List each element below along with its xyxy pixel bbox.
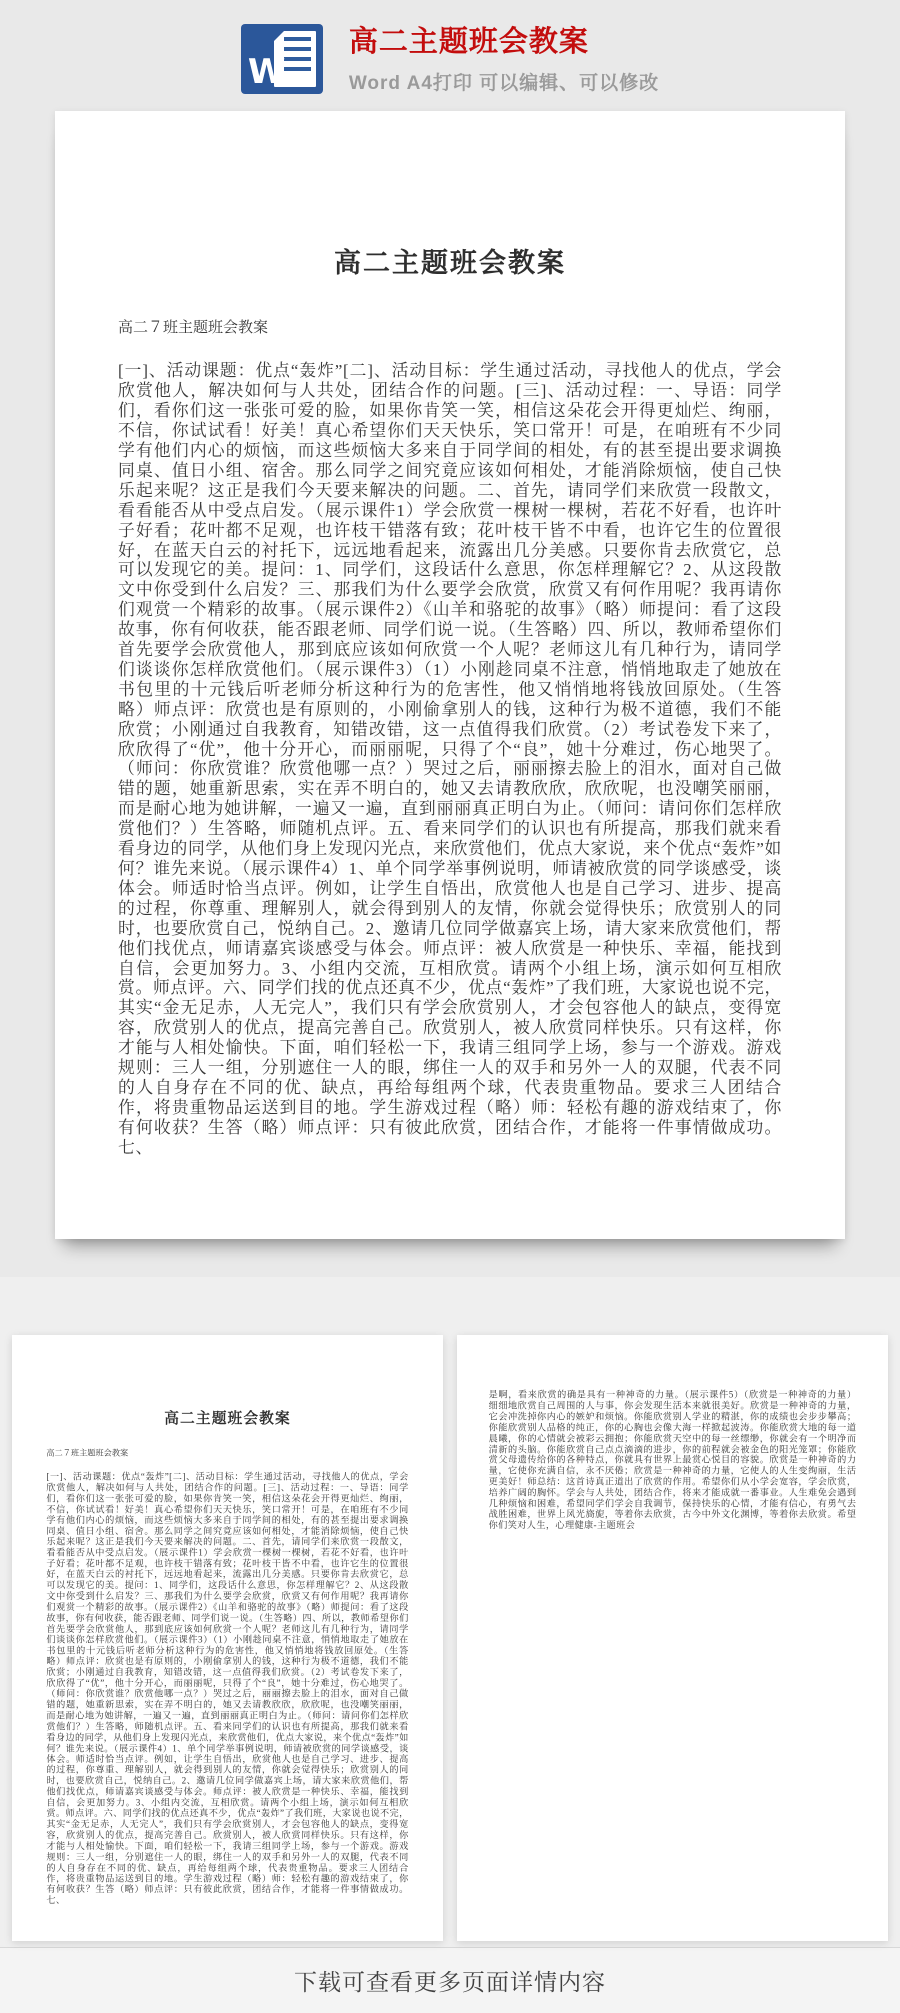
doc-page1-subheading: 高二７班主题班会教案 (118, 320, 269, 337)
document-format-info: Word A4打印 可以编辑、可以修改 (348, 73, 660, 95)
page-thumbnail-1[interactable] (12, 1335, 443, 1941)
page-thumbnail-2-content (457, 1335, 888, 1941)
more-pages-section (0, 1277, 900, 1947)
document-title: 高二主题班会教案 (348, 26, 589, 58)
thumb2-doc-body: 是啊，看来欣赏的确是具有一种神奇的力量。（展示课件5）（欣赏是一种神奇的力量）细细地欣赏自己周围的人与事，你会发现生活本来就很美好。欣赏是一种神奇的力量，它会冲洗掉你内心的嫉妒和烦恼。你能欣赏别人学业的精湛，你的成绩也会步步攀高；你能欣赏别人品格的纯正，你的心胸也会像大海一样掀起波涛。你能欣赏大地的每一道晨曦，你的心情就会被彩云拥抱；你能欣赏天空中的每一丝缥缈，你就会有一个明净而清新的头脑。你能欣赏自己点点滴滴的进步，你的前程就会被金色的阳光笼罩；你能欣赏父母遗传给你的各种特点，你就具有世界上最赏心悦目的容貌。欣赏是一种神奇的力量，它使你充满自信，永不厌倦；欣赏是一种神奇的力量，它使人的人生变绚丽，生活更美好！师总结：这首诗真正道出了欣赏的作用。希望你们从小学会宽容，学会欣赏，培养广阔的胸怀。学会与人共处，团结合作，将来才能成就一番事业。人生难免会遇到几种烦恼和困难，希望同学们学会自我调节，保持快乐的心情，才能有信心，有勇气去战胜困难，世界上风光旖旎，等着你去欣赏，古今中外文化渊博，等着你去欣赏。希望你们笑对人生，心理健康-主题班会 (488, 1389, 857, 1531)
doc-page1-title: 高二主题班会教案 (334, 248, 566, 279)
header-text (349, 24, 659, 95)
footer-notice: 下载可查看更多页面详情内容 (294, 1969, 606, 1996)
page-thumbnail-2[interactable] (457, 1335, 888, 1941)
header (0, 0, 900, 105)
word-icon-stripe (284, 37, 311, 41)
word-icon-page-fold (274, 31, 284, 41)
doc-page1-body: [一]、活动课题：优点“轰炸”[二]、活动目标：学生通过活动，寻找他人的优点，学会欣赏他人，解决如何与人共处，团结合作的问题。[三]、活动过程：一、导语：同学们，看你们这一张张可爱的脸，如果你肯笑一笑，相信这朵花会开得更灿烂、绚丽，不信，你试试看！好美！真心希望你们天天快乐，笑口常开！可是，在咱班有不少同学有他们内心的烦恼，而这些烦恼大多来自于同学间的相处，有的甚至提出要求调换同桌、值日小组、宿舍。那么同学之间究竟应该如何相处，才能消除烦恼，使自己快乐起来呢？这正是我们今天要来解决的问题。二、首先，请同学们来欣赏一段散文，看看能否从中受点启发。（展示课件1）学会欣赏一棵树一棵树，若花不好看，也许叶子好看；花叶都不足观，也许枝干错落有致；花叶枝干皆不中看，也许它生的位置很好，在蓝天白云的衬托下，远远地看起来，流露出几分美感。只要你肯去欣赏它，总可以发现它的美。提问：1、同学们，这段话什么意思，你怎样理解它？2、从这段散文中你受到什么启发？三、那我们为什么要学会欣赏，欣赏又有何作用呢？我再请你们观赏一个精彩的故事。（展示课件2）《山羊和骆驼的故事》（略）师提问：看了这段故事，你有何收获，能否跟老师、同学们说一说。（生答略）四、所以，教师希望你们首先要学会欣赏他人，那到底应该如何欣赏一个人呢？老师这儿有几种行为，请同学们谈谈你怎样欣赏他们。（展示课件3）（1）小刚趁同桌不注意，悄悄地取走了她放在书包里的十元钱后听老师分析这种行为的危害性，他又悄悄地将钱放回原处。（生答略）师点评：欣赏也是有原则的，小刚偷拿别人的钱，这种行为极不道德，我们不能欣赏；小刚通过自我教育，知错改错，这一点值得我们欣赏。（2）考试卷发下来了，欣欣得了“优”，他十分开心，而丽丽呢，只得了个“良”，她十分难过，伤心地哭了。（师问：你欣赏谁？欣赏他哪一点？）哭过之后，丽丽擦去脸上的泪水，面对自己做错的题，她重新思索，实在弄不明白的，她又去请教欣欣，欣欣呢，也没嘲笑丽丽，而是耐心地为她讲解，一遍又一遍，直到丽丽真正明白为止。（师问：请问你们怎样欣赏他们？）生答略，师随机点评。五、看来同学们的认识也有所提高，那我们就来看看身边的同学，从他们身上发现闪光点，来欣赏他们，优点大家说，来个优点“轰炸”如何？谁先来说。（展示课件4）1、单个同学举事例说明，师请被欣赏的同学谈感受，谈体会。师适时恰当点评。例如，让学生自悟出，欣赏他人也是自己学习、进步、提高的过程，你尊重、理解别人，就会得到别人的友情，你就会觉得快乐；欣赏别人的同时，也要欣赏自己，悦纳自己。2、邀请几位同学做嘉宾上场，请大家来欣赏他们，帮他们找优点，师请嘉宾谈感受与体会。师点评：被人欣赏是一种快乐、幸福，能找到自信，会更加努力。3、小组内交流，互相欣赏。请两个小组上场，演示如何互相欣赏。师点评。六、同学们找的优点还真不少，优点“轰炸”了我们班，大家说也说不完，其实“金无足赤，人无完人”，我们只有学会欣赏别人，才会包容他人的缺点，变得宽容，欣赏别人的优点，提高完善自己。欣赏别人，被人欣赏同样快乐。只有这样，你才能与人相处愉快。下面，咱们轻松一下，我请三组同学上场，参与一个游戏。游戏规则：三人一组，分别遮住一人的眼，绑住一人的双手和另外一人的双腿，代表不同的人自身存在不同的优、缺点，再给每组两个球，代表贵重物品。要求三人团结合作，将贵重物品运送到目的地。学生游戏过程（略）师：轻松有趣的游戏结束了，你有何收获？生答（略）师点评：只有彼此欣赏，团结合作，才能将一件事情做成功。七、 (118, 361, 782, 1157)
thumb1-doc-title: 高二主题班会教案 (164, 1410, 291, 1427)
word-icon-stripe (284, 57, 311, 61)
thumb1-doc-subheading: 高二７班主题班会教案 (46, 1449, 129, 1459)
word-file-icon (241, 24, 323, 94)
thumb1-doc-body: [一]、活动课题：优点“轰炸”[二]、活动目标：学生通过活动，寻找他人的优点，学会欣赏他人，解决如何与人共处，团结合作的问题。[三]、活动过程：一、导语：同学们，看你们这一张张可爱的脸，如果你肯笑一笑，相信这朵花会开得更灿烂、绚丽，不信，你试试看！好美！真心希望你们天天快乐，笑口常开！可是，在咱班有不少同学有他们内心的烦恼，而这些烦恼大多来自于同学间的相处，有的甚至提出要求调换同桌、值日小组、宿舍。那么同学之间究竟应该如何相处，才能消除烦恼，使自己快乐起来呢？这正是我们今天要来解决的问题。二、首先，请同学们来欣赏一段散文，看看能否从中受点启发。（展示课件1）学会欣赏一棵树一棵树，若花不好看，也许叶子好看；花叶都不足观，也许枝干错落有致；花叶枝干皆不中看，也许它生的位置很好，在蓝天白云的衬托下，远远地看起来，流露出几分美感。只要你肯去欣赏它，总可以发现它的美。提问：1、同学们，这段话什么意思，你怎样理解它？2、从这段散文中你受到什么启发？三、那我们为什么要学会欣赏，欣赏又有何作用呢？我再请你们观赏一个精彩的故事。（展示课件2）《山羊和骆驼的故事》（略）师提问：看了这段故事，你有何收获，能否跟老师、同学们说一说。（生答略）四、所以，教师希望你们首先要学会欣赏他人，那到底应该如何欣赏一个人呢？老师这儿有几种行为，请同学们谈谈你怎样欣赏他们。（展示课件3）（1）小刚趁同桌不注意，悄悄地取走了她放在书包里的十元钱后听老师分析这种行为的危害性，他又悄悄地将钱放回原处。（生答略）师点评：欣赏也是有原则的，小刚偷拿别人的钱，这种行为极不道德，我们不能欣赏；小刚通过自我教育，知错改错，这一点值得我们欣赏。（2）考试卷发下来了，欣欣得了“优”，他十分开心，而丽丽呢，只得了个“良”，她十分难过，伤心地哭了。（师问：你欣赏谁？欣赏他哪一点？）哭过之后，丽丽擦去脸上的泪水，面对自己做错的题，她重新思索，实在弄不明白的，她又去请教欣欣，欣欣呢，也没嘲笑丽丽，而是耐心地为她讲解，一遍又一遍，直到丽丽真正明白为止。（师问：请问你们怎样欣赏他们？）生答略，师随机点评。五、看来同学们的认识也有所提高，那我们就来看看身边的同学，从他们身上发现闪光点，来欣赏他们，优点大家说，来个优点“轰炸”如何？谁先来说。（展示课件4）1、单个同学举事例说明，师请被欣赏的同学谈感受，谈体会。师适时恰当点评。例如，让学生自悟出，欣赏他人也是自己学习、进步、提高的过程，你尊重、理解别人，就会得到别人的友情，你就会觉得快乐；欣赏别人的同时，也要欣赏自己，悦纳自己。2、邀请几位同学做嘉宾上场，请大家来欣赏他们，帮他们找优点，师请嘉宾谈感受与体会。师点评：被人欣赏是一种快乐、幸福，能找到自信，会更加努力。3、小组内交流，互相欣赏。请两个小组上场，演示如何互相欣赏。师点评。六、同学们找的优点还真不少，优点“轰炸”了我们班，大家说也说不完，其实“金无足赤，人无完人”，我们只有学会欣赏别人，才会包容他人的缺点，变得宽容，欣赏别人的优点，提高完善自己。欣赏别人，被人欣赏同样快乐。只有这样，你才能与人相处愉快。下面，咱们轻松一下，我请三组同学上场，参与一个游戏。游戏规则：三人一组，分别遮住一人的眼，绑住一人的双手和另外一人的双腿，代表不同的人自身存在不同的优、缺点，再给每组两个球，代表贵重物品。要求三人团结合作，将贵重物品运送到目的地。学生游戏过程（略）师：轻松有趣的游戏结束了，你有何收获？生答（略）师点评：只有彼此欣赏，团结合作，才能将一件事情做成功。七、 (46, 1471, 409, 1906)
word-icon-letter: W (247, 52, 286, 92)
word-icon-stripe (284, 67, 311, 71)
page-preview-1 (55, 111, 845, 1239)
word-icon-stripe (284, 47, 311, 51)
footer-bar (0, 1947, 900, 2013)
page-thumbnail-1-content (12, 1335, 443, 1941)
